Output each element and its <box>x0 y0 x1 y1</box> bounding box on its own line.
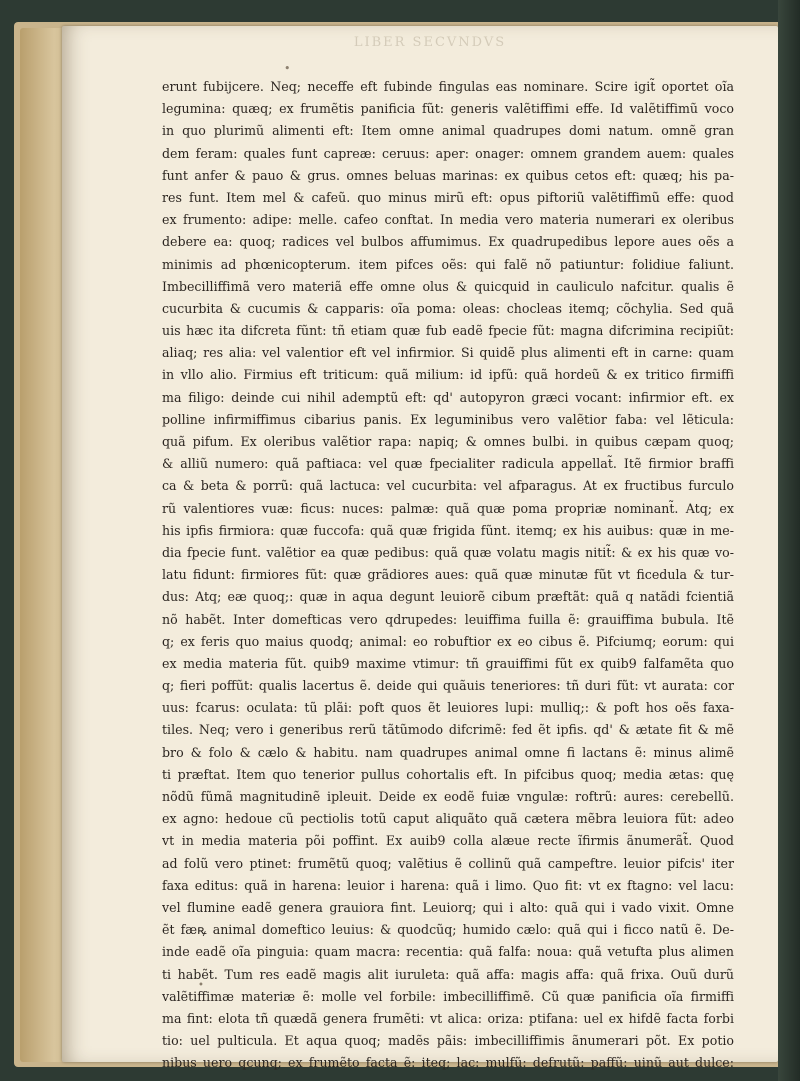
text-line: in quo plurimũ alimenti eft: Item omne animal quadrupes domi natum. omnẽ gran <box>162 123 734 139</box>
text-line: in vllo alio. Firmius eft triticum: quã milium: id ipfũ: quã hordeũ & ex tritico firmiffi <box>162 367 734 383</box>
text-line: ma filigo: deinde cui nihil ademptũ eft: qd' autopyron græci vocant: infirmior eft. ex <box>162 389 734 405</box>
text-line: tiles. Neq; vero i generibus rerũ tãtũmodo difcrimẽ: fed ẽt ipfis. qd' & ætate fit & mẽ <box>162 722 734 738</box>
text-line: bro & folo & cælo & habitu. nam quadrupes animal omne fi lactans ẽ: minus alimẽ <box>162 744 734 760</box>
text-line: dus: Atq; eæ quoq;: quæ in aqua degunt leuiorẽ cibum præftãt: quã q natãdi fcientiã <box>162 589 734 605</box>
text-line: latu fidunt: firmiores fũt: quæ grãdiores aues: quã quæ minutæ fũt vt ficedula & tur- <box>162 567 734 583</box>
text-line: cucurbita & cucumis & capparis: oĩa poma: oleas: chocleas itemq; cõchylia. Sed quã <box>162 300 734 316</box>
text-line: Imbecilliffimã vero materiã effe omne olus & quicquid in cauliculo nafcitur. qualis ẽ <box>162 278 734 294</box>
ink-mark: • <box>284 62 291 75</box>
text-line: vel flumine eadẽ genera grauiora fint. Leuiorq; qui i alto: quã qui i vado vixit. Omne <box>162 899 734 915</box>
text-line: q; fieri poffũt: qualis lacertus ẽ. deide qui quãuis teneriores: tñ duri fũt: vt aurata: cor <box>162 678 734 694</box>
text-line: nõ habẽt. Inter domefticas vero qdrupedes: leuiffima fuilla ẽ: grauiffima bubula. Itẽ <box>162 611 734 627</box>
text-line: quã pifum. Ex oleribus valẽtior rapa: napiq; & omnes bulbi. in quibus cæpam quoq; <box>162 434 734 449</box>
text-line: ex media materia fũt. quib9 maxime vtimur: tñ grauiffimi fũt ex quib9 falfamẽta quo <box>162 655 734 671</box>
text-line: ti præftat. Item quo tenerior pullus cohortalis eft. In pifcibus quoq; media ætas: quę <box>162 766 734 782</box>
text-line: ẽt fæꝶ animal domeftico leuius: & quodcũq; humido cælo: quã qui i ficco natũ ẽ. De- <box>162 922 734 938</box>
text-line: debere ea: quoq; radices vel bulbos affumimus. Ex quadrupedibus lepore aues oẽs a <box>162 234 734 250</box>
text-line: inde eadẽ oĩa pinguia: quam macra: recentia: quã falfa: noua: quã vetufta plus alimen <box>162 944 734 960</box>
text-line: ex agno: hedoue cũ pectiolis totũ caput aliquãto quã cætera mẽbra leuiora fũt: adeo <box>162 811 734 827</box>
text-line: minimis ad phœnicopterum. item pifces oẽs: qui falẽ nõ patiuntur: folidiue faliunt. <box>162 256 734 272</box>
text-line: res funt. Item mel & cafeũ. quo minus mirũ eft: opus piftoriũ valẽtiffimũ effe: quod <box>162 189 734 205</box>
text-line: uus: fcarus: oculata: tũ plãi: poft quos ẽt leuiores lupi: mulliq;: & poft hos oẽs faxa- <box>162 700 734 716</box>
text-line: nõdũ fũmã magnitudinẽ ipleuit. Deide ex eodẽ fuiæ vngulæ: roftrũ: aures: cerebellũ. <box>162 789 734 804</box>
text-line: q; ex feris quo maius quodq; animal: eo robuftior ex eo cibus ẽ. Pifciumq; eorum: qui <box>162 633 734 649</box>
background-strip <box>778 0 800 1081</box>
text-line: ca & beta & porrũ: quã lactuca: vel cucurbita: vel afparagus. At ex fructibus furculo <box>162 478 734 494</box>
running-head: LIBER SECVNDVS <box>353 35 507 50</box>
text-line: ad folũ vero ptinet: frumẽtũ quoq; valẽtius ẽ collinũ quã campeftre. leuior pifcis' iter <box>162 855 734 871</box>
text-line: valẽtiffimæ materiæ ẽ: molle vel forbile: imbecilliffimẽ. Cũ quæ panificia oĩa firmiffi <box>162 988 734 1004</box>
text-line: legumina: quæq; ex frumẽtis panificia fũt: generis valẽtiffimi effe. Id valẽtiffimũ voco <box>162 101 734 117</box>
text-line: ma fint: elota tñ quædã genera frumẽti: vt alica: oriza: ptifana: uel ex hifdẽ facta forbi <box>162 1010 734 1026</box>
text-line: dem feram: quales funt capreæ: ceruus: aper: onager: omnem grandem auem: quales <box>162 145 734 161</box>
text-line: dia fpecie funt. valẽtior ea quæ pedibus: quã quæ volatu magis nitit̃: & ex his quæ vo- <box>162 544 734 560</box>
text-line: uis hæc ita difcreta fũnt: tñ etiam quæ fub eadẽ fpecie fũt: magna difcrimina recipiũt: <box>162 323 734 339</box>
text-line: nibus uero qcunq; ex frumẽto facta ẽ: iteq; lac: mulfũ: defrutũ: paffũ: uinũ aut dulce: <box>162 1055 734 1071</box>
text-line: faxa editus: quã in harena: leuior i harena: quã i limo. Quo fit: vt ex ftagno: vel lacu: <box>162 877 734 893</box>
text-line: erunt fubijcere. Neq; neceffe eft fubinde fingulas eas nominare. Scire igit̃ oportet oĩa <box>162 79 734 94</box>
text-line: his ipfis firmiora: quæ fuccofa: quã quæ frigida fũnt. itemq; ex his auibus: quæ in me- <box>162 522 734 538</box>
text-line: funt anfer & pauo & grus. omnes beluas marinas: ex quibus cetos eft: quæq; his pa- <box>162 167 734 183</box>
text-line: vt in media materia põi poffint. Ex auib9 colla alæue recte ĩfirmis ãnumerãt̃. Quod <box>162 833 734 849</box>
text-line: aliaq; res alia: vel valentior eft vel infirmior. Si quidẽ plus alimenti eft in carne: quam <box>162 345 734 361</box>
text-block <box>162 76 734 1074</box>
ink-mark: • <box>198 980 204 991</box>
text-line: rũ valentiores vuæ: ficus: nuces: palmæ: quã quæ poma propriæ nominant̃. Atq; ex <box>162 500 734 516</box>
text-line: tio: uel pulticula. Et aqua quoq; madẽs pãis: imbecilliffimis ãnumerari põt. Ex potio <box>162 1033 734 1049</box>
text-line: ti habẽt. Tum res eadẽ magis alit iuruleta: quã affa: magis affa: quã frixa. Ouũ durũ <box>162 966 734 982</box>
text-line: ex frumento: adipe: melle. cafeo conftat. In media vero materia numerari ex oleribus <box>162 212 734 228</box>
text-line: polline infirmiffimus cibarius panis. Ex leguminibus vero valẽtior faba: vel lẽticula: <box>162 411 734 427</box>
text-line: & alliũ numero: quã paftiaca: vel quæ fpecialiter radicula appellat̃. Itẽ firmior braffi <box>162 456 734 472</box>
